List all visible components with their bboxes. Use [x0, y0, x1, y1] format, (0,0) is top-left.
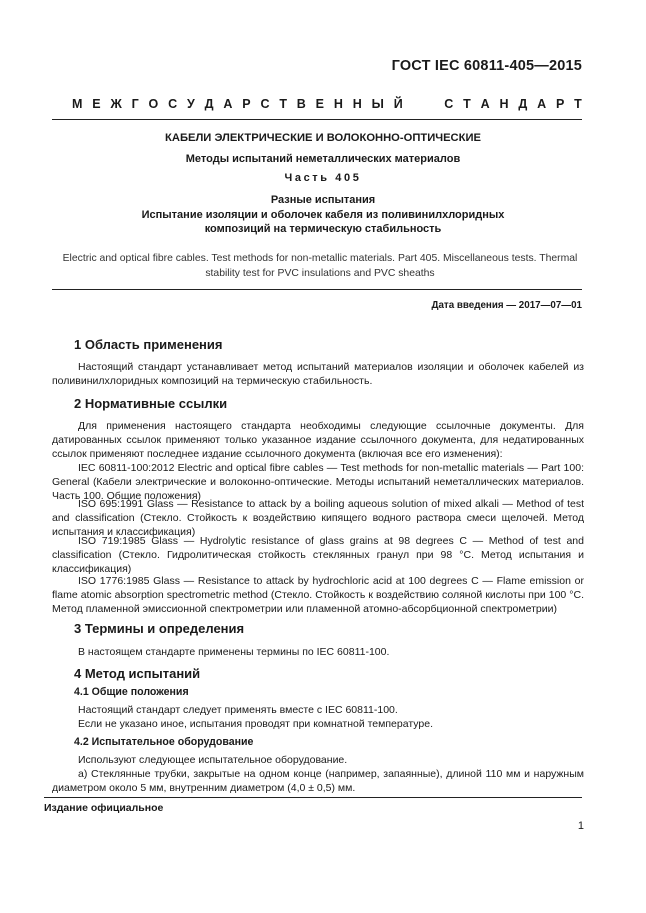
reference-iso-719: ISO 719:1985 Glass — Hydrolytic resistance of glass grains at 98 degrees C — Method of test and classification (Стекло. Гидролитическая стойкость стеклянных гранул при 98 °C. Метод испытания и классификация) [52, 535, 584, 575]
standard-type-letter: Ж [110, 97, 122, 111]
standard-type-letter: В [296, 97, 306, 111]
title-misc-line3: композиций на термическую стабильность [204, 223, 442, 235]
subsection-4-2-paragraph: Используют следующее испытательное оборудование. [78, 754, 348, 766]
section-1-title: 1 Область применения [74, 337, 223, 352]
subsection-4-1-paragraph-2: Если не указано иное, испытания проводят при комнатной температуре. [78, 718, 433, 730]
document-code: ГОСТ IEC 60811-405—2015 [391, 58, 582, 74]
standard-type-letter: Н [499, 97, 509, 111]
title-main: КАБЕЛИ ЭЛЕКТРИЧЕСКИЕ И ВОЛОКОННО-ОПТИЧЕСКИЕ [165, 132, 481, 144]
section-2-paragraph: Для применения настоящего стандарта необходимы следующие ссылочные документы. Для датированных ссылок применяют только указанное издание ссылочного документа, для недатированных ссылок применяют последнее издание ссылочного документа (включая все его изменения): [52, 420, 584, 460]
standard-type-heading [72, 97, 582, 111]
standard-type-letter: Г [131, 97, 139, 111]
standard-type-letter: С [444, 97, 454, 111]
standard-type-letter [413, 97, 419, 111]
standard-type-letter: Е [92, 97, 101, 111]
standard-type-letter: Й [393, 97, 403, 111]
reference-iso-695: ISO 695:1991 Glass — Resistance to attack by a boiling aqueous solution of mixed alkali — Method of test and classification (Стекло. Стойкость к воздействию кипящего водного раствора смеси щелочей. Метод испытания и классификация) [52, 498, 584, 538]
standard-type-letter: А [223, 97, 233, 111]
section-3-paragraph: В настоящем стандарте применены термины по IEC 60811-100. [78, 646, 390, 658]
standard-type-letter: С [168, 97, 178, 111]
standard-type-letter: М [72, 97, 83, 111]
footer-divider [44, 797, 582, 798]
introduction-date: Дата введения — 2017—07—01 [431, 300, 582, 311]
section-3-title: 3 Термины и определения [74, 621, 245, 636]
standard-type-letter: Т [574, 97, 582, 111]
standard-type-letter: Т [463, 97, 471, 111]
title-misc-line1: Разные испытания [270, 194, 376, 206]
reference-iso-1776: ISO 1776:1985 Glass — Resistance to attack by hydrochloric acid at 100 degrees C — Flame emission or flame atomic absorption spectrometric method (Стекло. Стойкость к воздействию соляной кислоты при 100 °C. Метод пламенной эмиссионной спектрометрии или пламенной атомно-абсорбционной спектрометрии) [52, 575, 584, 615]
section-4-title: 4 Метод испытаний [74, 666, 201, 681]
section-2-title: 2 Нормативные ссылки [74, 396, 228, 411]
section-1-paragraph: Настоящий стандарт устанавливает метод испытаний материалов изоляции и оболочек кабелей из поливинилхлоридных композиций на термическую стабильность. [52, 361, 584, 387]
equipment-item-a: а) Стеклянные трубки, закрытые на одном конце (например, запаянные), длиной 110 мм и наружным диаметром около 5 мм, внутренним диаметром (4,0 ± 0,5) мм. [52, 768, 584, 794]
subsection-4-2-title: 4.2 Испытательное оборудование [74, 736, 254, 748]
title-divider [52, 289, 582, 290]
page-number: 1 [577, 820, 584, 832]
subsection-4-1-paragraph-1: Настоящий стандарт следует применять вместе с IEC 60811-100. [78, 704, 398, 716]
standard-type-letter: О [148, 97, 159, 111]
title-subtitle: Методы испытаний неметаллических материалов [185, 153, 461, 165]
standard-type-letter: Р [242, 97, 251, 111]
standard-type-letter: С [260, 97, 270, 111]
standard-type-letter: Т [279, 97, 287, 111]
standard-type-letter [428, 97, 434, 111]
standard-type-letter: У [187, 97, 195, 111]
standard-type-letter: Е [315, 97, 325, 111]
standard-type-letter: Н [352, 97, 362, 111]
subsection-4-1-title: 4.1 Общие положения [74, 686, 189, 698]
standard-type-letter: Д [518, 97, 528, 111]
standard-type-letter: Р [555, 97, 565, 111]
title-english: Electric and optical fibre cables. Test methods for non-metallic materials. Part 405. Miscellaneous tests. Thermal stability test for PVC insulations and PVC sheaths [62, 253, 578, 279]
standard-type-letter: Ы [371, 97, 384, 111]
standard-type-letter: А [537, 97, 547, 111]
standard-type-letter: Н [333, 97, 343, 111]
title-misc [60, 193, 586, 237]
standard-type-letter: А [480, 97, 490, 111]
top-divider [52, 119, 582, 120]
standard-type-letter: Д [204, 97, 214, 111]
title-misc-line2: Испытание изоляции и оболочек кабеля из поливинилхлоридных [141, 208, 505, 221]
official-edition-label: Издание официальное [44, 802, 164, 814]
reference-iec-60811-100: IEC 60811-100:2012 Electric and optical fibre cables — Test methods for non-metallic materials — Part 100: General (Кабели электрические и волоконно-оптические. Методы испытаний неметаллических материалов. Часть 100. Общие положения) [52, 462, 584, 502]
title-part: Часть 405 [284, 172, 362, 184]
